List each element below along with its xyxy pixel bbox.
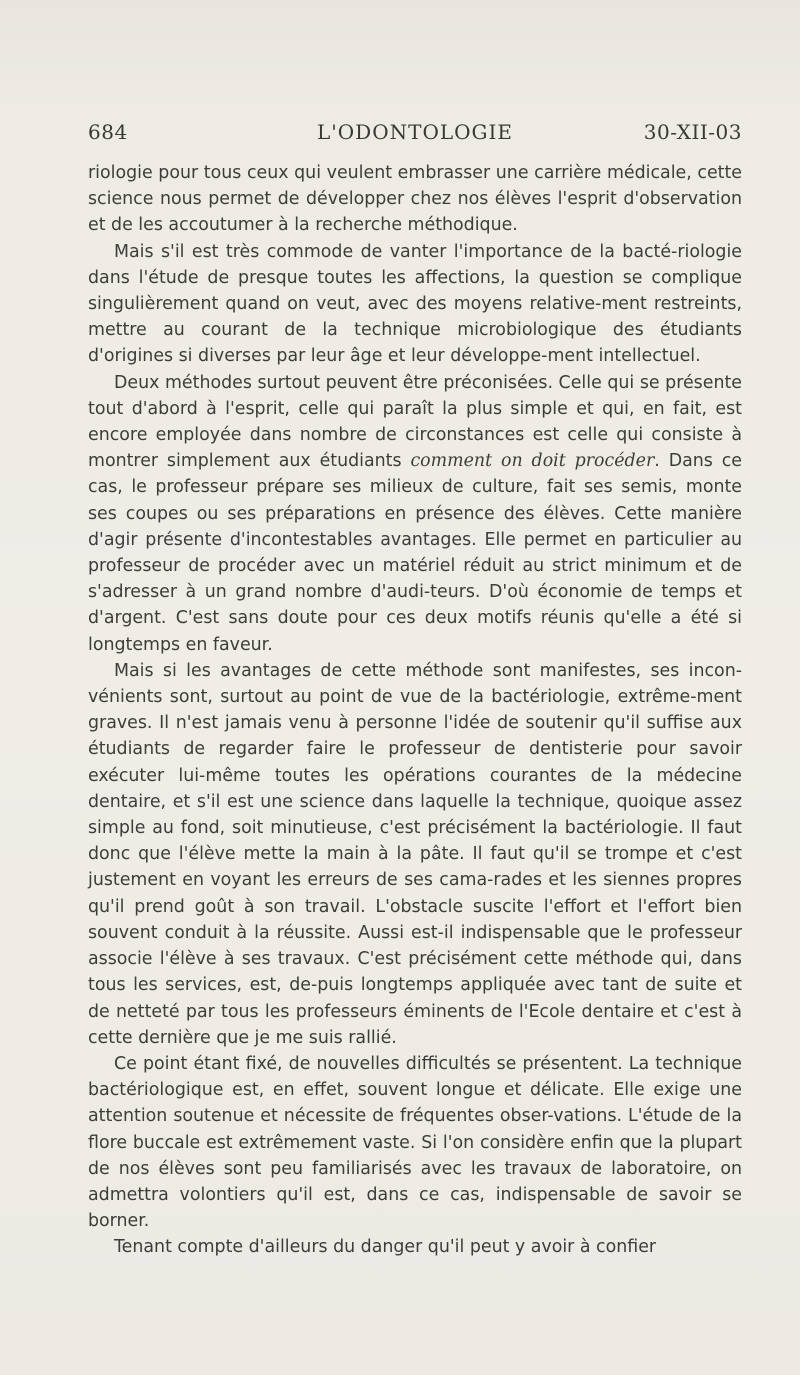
paragraph-6: Tenant compte d'ailleurs du danger qu'il peut y avoir à confier: [114, 1237, 657, 1258]
page-number: 684: [88, 120, 128, 144]
italic-phrase: comment on doit procéder: [410, 451, 655, 472]
issue-date: 30-XII-03: [643, 120, 742, 144]
paragraph-4: Mais si les avantages de cette méthode sont manifestes, ses incon-vénients sont, surtout au point de vue de la bactériologie, extrême-ment graves. Il n'est jamais venu à personne l'idée de soutenir qu'il suffise aux étudiants de regarder faire le professeur de dentisterie pour savoir exécuter lui-même toutes les opérations courantes de la médecine dentaire, et s'il est une science dans laquelle la technique, quoique assez simple au fond, soit minutieuse, c'est précisément la bactériologie. Il faut donc que l'élève mette la main à la pâte. Il faut qu'il se trompe et c'est justement en voyant les erreurs de ses cama-rades et les siennes propres qu'il prend goût à son travail. L'obstacle suscite l'effort et l'effort bien souvent conduit à la réussite. Aussi est-il indispensable que le professeur associe l'élève à ses travaux. C'est précisément cette méthode qui, dans tous les services, est, de-puis longtemps appliquée avec tant de suite et de netteté par tous les professeurs éminents de l'Ecole dentaire et c'est à cette dernière que je me suis rallié.: [88, 660, 742, 1048]
running-title: L'ODONTOLOGIE: [317, 120, 513, 144]
paragraph-2: Mais s'il est très commode de vanter l'importance de la bacté-riologie dans l'étude de presque toutes les affections, la question se complique singulièrement quand on veut, avec des moyens relative-ment restreints, mettre au courant de la technique microbiologique des étudiants d'origines si diverses par leur âge et leur développe-ment intellectuel.: [88, 241, 742, 367]
paragraph-3: Deux méthodes surtout peuvent être préconisées. Celle qui se présente tout d'abord à l'esprit, celle qui paraît la plus simple et qui, en fait, est encore employée dans nombre de circonstances est celle qui consiste à montrer simplement aux étudiants comment on doit procéder. Dans ce cas, le professeur prépare ses milieux de culture, fait ses semis, monte ses coupes ou ses préparations en présence des élèves. Cette manière d'agir présente d'incontestables avantages. Elle permet en particulier au professeur de procéder avec un matériel réduit au strict minimum et de s'adresser à un grand nombre d'audi-teurs. D'où économie de temps et d'argent. C'est sans doute pour ces deux motifs réunis qu'elle a été si longtemps en faveur.: [88, 372, 742, 655]
page-header: [88, 120, 742, 150]
paragraph-5: Ce point étant fixé, de nouvelles difficultés se présentent. La technique bactériologique est, en effet, souvent longue et délicate. Elle exige une attention soutenue et nécessite de fréquentes obser-vations. L'étude de la flore buccale est extrêmement vaste. Si l'on considère enfin que la plupart de nos élèves sont peu familiarisés avec les travaux de laboratoire, on admettra volontiers qu'il est, dans ce cas, indispensable de savoir se borner.: [88, 1053, 742, 1232]
body-text: [88, 160, 742, 1261]
paragraph-1: riologie pour tous ceux qui veulent embrasser une carrière médicale, cette science nous permet de développer chez nos élèves l'esprit d'observation et de les accoutumer à la recherche méthodique.: [88, 163, 742, 236]
